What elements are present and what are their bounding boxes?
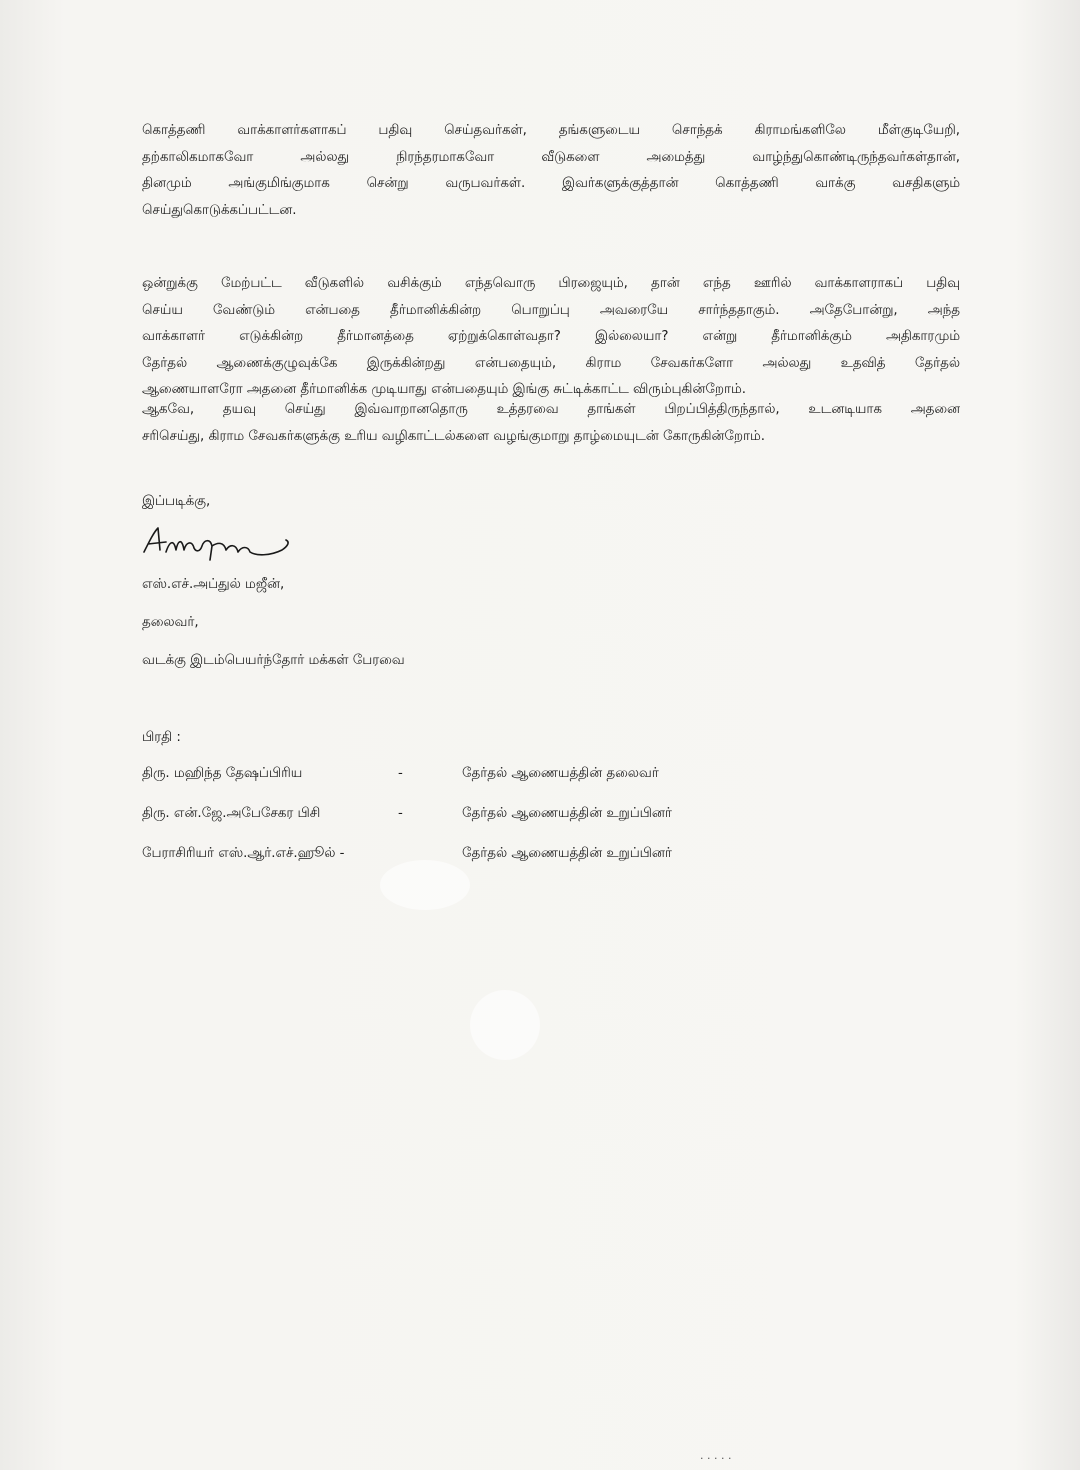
separator-dash: - [398, 766, 403, 781]
copy-to-label: பிரதி : [142, 730, 181, 745]
recipient-role: தேர்தல் ஆணையத்தின் தலைவர் [462, 766, 659, 781]
paragraph-2 [142, 271, 960, 404]
paragraph-line: சரிசெய்து, கிராம சேவகர்களுக்கு உரிய வழிகாட்டல்களை வழங்குமாறு தாழ்மையுடன் கோருகின்றோம். [142, 428, 766, 444]
paragraph-line: ஆணையாளரோ அதனை தீர்மானிக்க முடியாது என்பதையும் இங்கு சுட்டிக்காட்ட விரும்புகின்றோம். [142, 382, 747, 397]
paragraph-line: தினமும் அங்குமிங்குமாக சென்று வருபவர்கள். இவர்களுக்குத்தான் கொத்தணி வாக்கு வசதிகளும் [142, 176, 960, 191]
separator-dash: - [398, 806, 403, 821]
copy-recipient-row [142, 846, 762, 868]
copy-recipient-row [142, 806, 762, 828]
handwritten-signature [140, 522, 300, 564]
paragraph-line: கொத்தணி வாக்காளர்களாகப் பதிவு செய்தவர்கள், தங்களுடைய சொந்தக் கிராமங்களிலே மீள்குடியேறி, [142, 123, 960, 138]
signer-name: எஸ்.எச்.அப்துல் மஜீன், [142, 577, 285, 592]
paragraph-line: ஆகவே, தயவு செய்து இவ்வாறானதொரு உத்தரவை தாங்கள் பிறப்பித்திருந்தால், உடனடியாக அதனை [142, 402, 960, 417]
paragraph-line: செய்துகொடுக்கப்பட்டன. [142, 202, 297, 218]
paragraph-line: செய்ய வேண்டும் என்பதை தீர்மானிக்கின்ற பொறுப்பு அவரையே சார்ந்ததாகும். அதேபோன்று, அந்த [142, 302, 960, 318]
recipient-name: பேராசிரியர் எஸ்.ஆர்.எச்.ஹூல் - [142, 846, 345, 861]
paragraph-line: வாக்காளர் எடுக்கின்ற தீர்மானத்தை ஏற்றுக்கொள்வதா? இல்லையா? என்று தீர்மானிக்கும் அதிகாரமும் [142, 329, 960, 344]
paragraph-3 [142, 397, 960, 450]
paragraph-1 [142, 118, 960, 224]
signer-title: தலைவர், [142, 615, 199, 630]
paragraph-line: தேர்தல் ஆணைக்குழுவுக்கே இருக்கின்றது என்பதையும், கிராம சேவகர்களோ அல்லது உதவித் தேர்தல் [142, 355, 960, 371]
page-footer-mark: · · · · · [700, 1452, 732, 1465]
paper-smudge [470, 990, 540, 1060]
copy-recipient-row [142, 766, 762, 788]
recipient-name: திரு. என்.ஜே.அபேசேகர பிசி [142, 806, 321, 821]
signer-organization: வடக்கு இடம்பெயர்ந்தோர் மக்கள் பேரவை [142, 653, 405, 668]
recipient-role: தேர்தல் ஆணையத்தின் உறுப்பினர் [462, 806, 672, 821]
closing-salutation: இப்படிக்கு, [142, 494, 211, 509]
recipient-name: திரு. மஹிந்த தேஷப்பிரிய [142, 766, 303, 781]
recipient-role: தேர்தல் ஆணையத்தின் உறுப்பினர் [462, 846, 672, 861]
paragraph-line: ஒன்றுக்கு மேற்பட்ட வீடுகளில் வசிக்கும் எந்தவொரு பிரஜையும், தான் எந்த ஊரில் வாக்காளராகப் பதிவு [142, 276, 960, 291]
paragraph-line: தற்காலிகமாகவோ அல்லது நிரந்தரமாகவோ வீடுகளை அமைத்து வாழ்ந்துகொண்டிருந்தவர்கள்தான், [142, 149, 960, 165]
